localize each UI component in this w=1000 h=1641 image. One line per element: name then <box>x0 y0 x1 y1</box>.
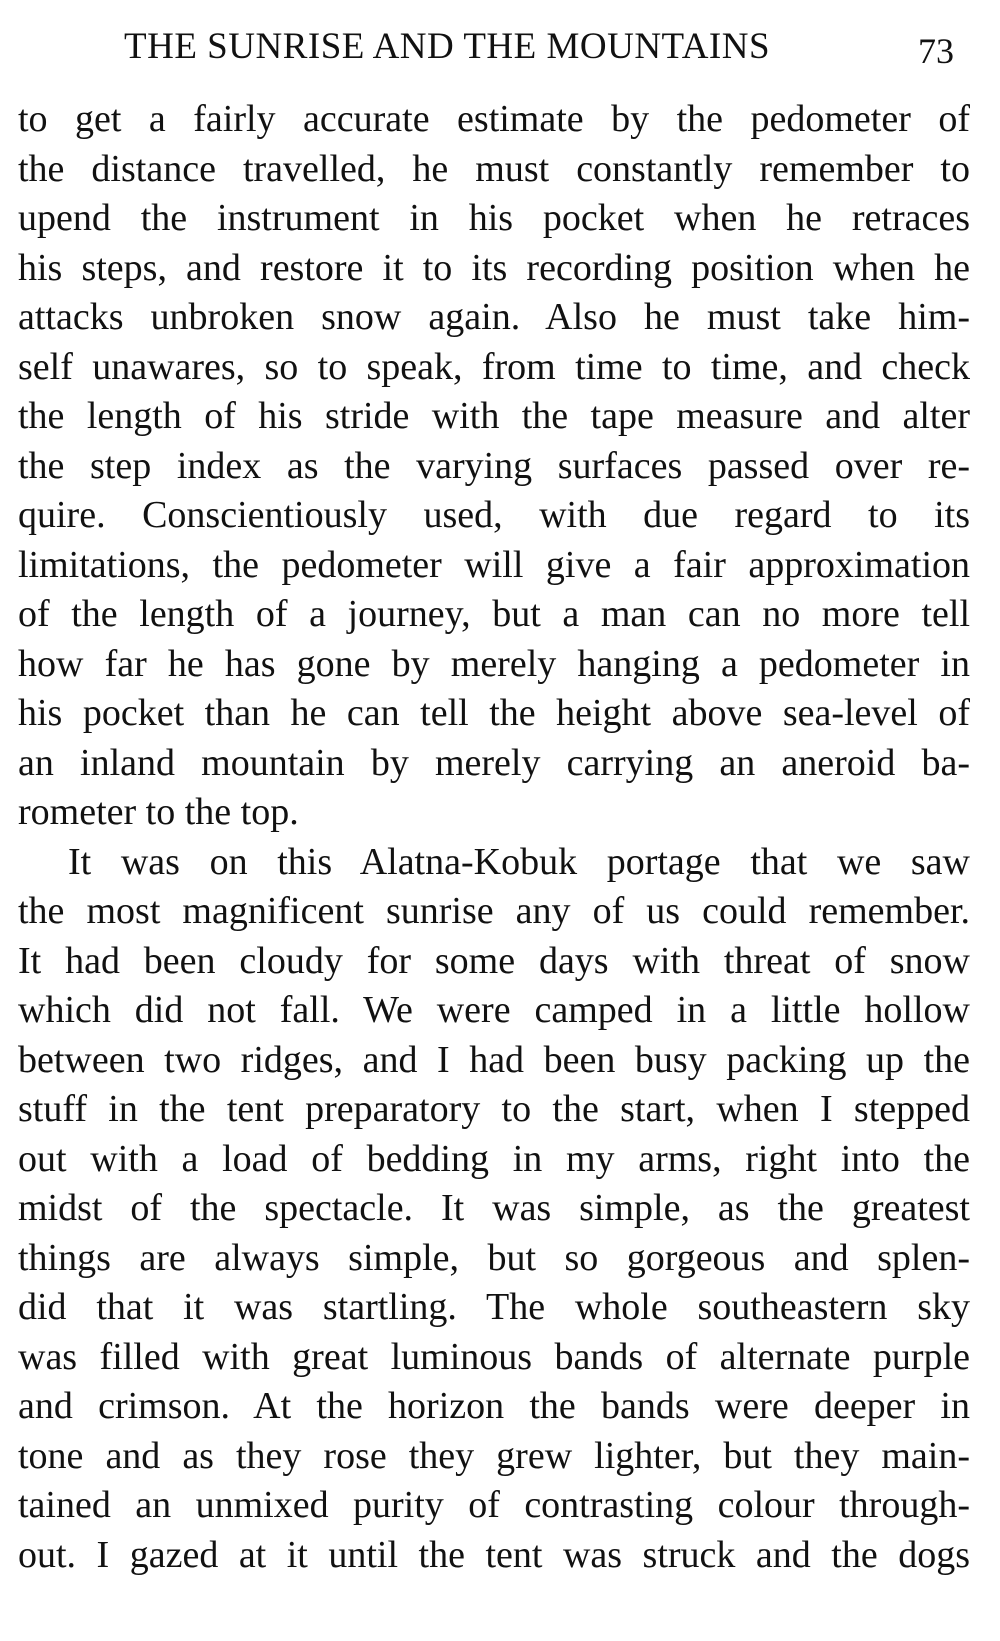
text-line: attacks unbroken snow again. Also he must take him- <box>18 296 970 338</box>
body-text <box>18 95 970 1580</box>
text-line: things are always simple, but so gorgeous and splen- <box>18 1236 970 1279</box>
text-line: an inland mountain by merely carrying an aneroid ba- <box>18 741 970 784</box>
text-line: the step index as the varying surfaces passed over re- <box>18 444 970 487</box>
text-line: out with a load of bedding in my arms, right into the <box>18 1137 970 1180</box>
text-line: self unawares, so to speak, from time to time, and check <box>18 345 970 388</box>
text-line: between two ridges, and I had been busy packing up the <box>18 1038 970 1081</box>
text-line: limitations, the pedometer will give a fair approximation <box>18 543 970 586</box>
text-line: tained an unmixed purity of contrasting colour through- <box>18 1484 970 1526</box>
text-line: out. I gazed at it until the tent was struck and the dogs <box>18 1533 970 1576</box>
text-line: his steps, and restore it to its recording position when he <box>18 246 970 289</box>
paragraph-end-line: rometer to the top. <box>18 791 299 833</box>
running-head <box>0 22 1000 72</box>
text-line: It had been cloudy for some days with threat of snow <box>18 939 970 982</box>
text-line: did that it was startling. The whole southeastern sky <box>18 1286 970 1328</box>
text-line: which did not fall. We were camped in a little hollow <box>18 989 970 1031</box>
text-line: quire. Conscientiously used, with due regard to its <box>18 494 970 536</box>
page-number: 73 <box>918 31 954 71</box>
text-line: upend the instrument in his pocket when he retraces <box>18 197 970 239</box>
paragraph-start-line: It was on this Alatna-Kobuk portage that we saw <box>68 840 970 883</box>
text-line: the most magnificent sunrise any of us could remember. <box>18 890 970 932</box>
text-line: was filled with great luminous bands of alternate purple <box>18 1335 970 1378</box>
text-line: stuff in the tent preparatory to the start, when I stepped <box>18 1088 970 1130</box>
text-line: the length of his stride with the tape measure and alter <box>18 395 970 437</box>
text-line: tone and as they rose they grew lighter, but they main- <box>18 1434 970 1477</box>
text-line: and crimson. At the horizon the bands were deeper in <box>18 1385 970 1427</box>
text-line: of the length of a journey, but a man can no more tell <box>18 593 970 635</box>
text-line: midst of the spectacle. It was simple, as the greatest <box>18 1187 970 1229</box>
text-line: his pocket than he can tell the height above sea-level of <box>18 692 970 734</box>
text-line: how far he has gone by merely hanging a pedometer in <box>18 642 970 685</box>
text-line: the distance travelled, he must constantly remember to <box>18 147 970 190</box>
running-title: THE SUNRISE AND THE MOUNTAINS <box>124 26 771 67</box>
text-line: to get a fairly accurate estimate by the pedometer of <box>18 98 970 140</box>
